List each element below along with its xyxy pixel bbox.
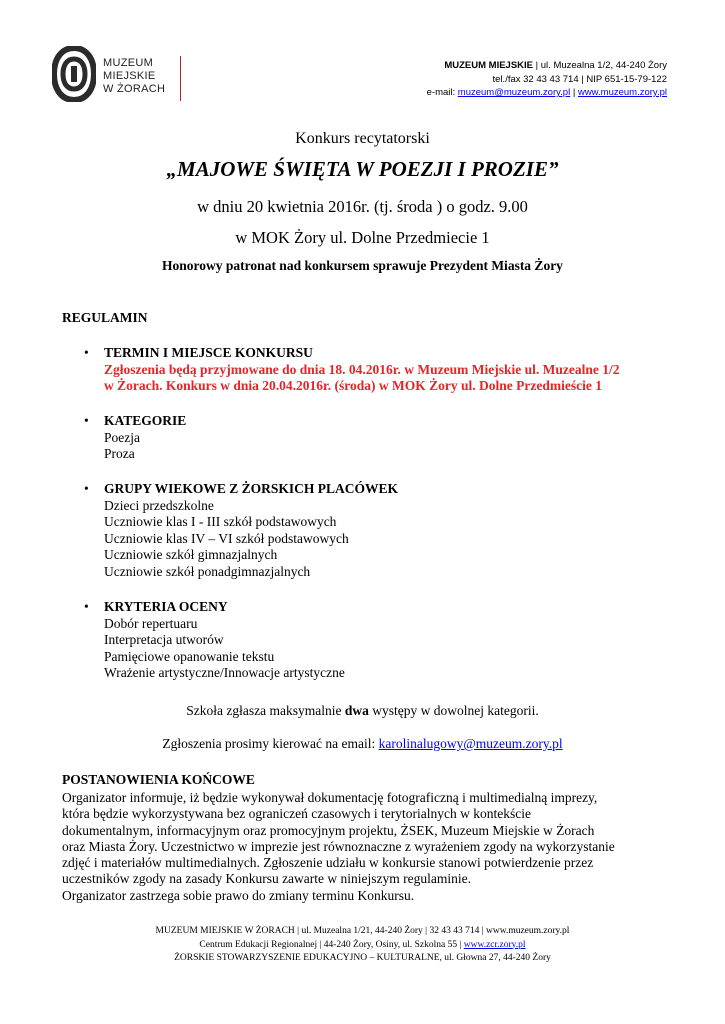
contact-note — [0, 736, 725, 752]
section-heading: TERMIN I MIEJSCE KONKURSU — [104, 345, 313, 360]
final-line: oraz Miasta Żory. Uczestnictwo w imprezie jest równoznaczne z wyrażeniem zgody na wykorzystanie — [62, 838, 615, 854]
footer-centre-link[interactable]: www.zcr.zory.pl — [463, 939, 526, 950]
section-line: Dzieci przedszkolne — [104, 497, 214, 513]
regulamin-heading: REGULAMIN — [62, 310, 148, 325]
section-line: w Żorach. Konkurs w dnia 20.04.2016r. (środa) w MOK Żory ul. Dolne Przedmieście 1 — [104, 378, 602, 393]
limit-count: dwa — [344, 703, 369, 718]
contest-place: w MOK Żory ul. Dolne Przedmiecie 1 — [235, 228, 490, 247]
section-heading: GRUPY WIEKOWE Z ŻORSKICH PLACÓWEK — [104, 481, 399, 496]
section-heading: KATEGORIE — [104, 413, 187, 428]
limit-prefix: Szkoła zgłasza maksymalnie — [186, 703, 345, 718]
logo-text — [103, 57, 165, 96]
section-line: Uczniowie klas I - III szkół podstawowych — [104, 514, 337, 529]
section-line: Uczniowie klas IV – VI szkół podstawowych — [104, 530, 349, 546]
section-line: Wrażenie artystyczne/Innowacje artystyczne — [104, 665, 345, 680]
section-body — [104, 345, 620, 395]
contest-subtitle: Konkurs recytatorski — [295, 130, 430, 147]
section-body — [104, 413, 186, 463]
final-provisions-heading: POSTANOWIENIA KOŃCOWE — [62, 772, 255, 787]
bullet: • — [84, 345, 89, 360]
final-line: zdjęć i materiałów multimedialnych. Zgłoszenie udziału w konkursie stanowi potwierdzenie przez — [62, 855, 594, 871]
section-line: Zgłoszenia będą przyjmowane do dnia 18. 04.2016r. w Muzeum Miejskie ul. Muzealne 1/2 — [104, 361, 620, 377]
final-provisions-body — [62, 790, 672, 904]
header-divider — [180, 56, 181, 101]
section-line: Dobór repertuaru — [104, 615, 198, 631]
bullet: • — [84, 413, 89, 428]
bullet: • — [84, 599, 89, 614]
footer-centre-text: Centrum Edukacji Regionalnej | 44-240 Żory, Osiny, ul. Szkolna 55 | — [199, 939, 464, 950]
footer-line-centre — [0, 939, 725, 953]
contest-date: w dniu 20 kwietnia 2016r. (tj. środa ) o godz. 9.00 — [197, 197, 528, 216]
header-contact — [427, 59, 667, 100]
section-line: Proza — [104, 446, 135, 461]
section-line: Interpretacja utworów — [104, 632, 224, 647]
footer-line-association: ŻORSKIE STOWARZYSZENIE EDUKACYJNO – KULTURALNE, ul. Głowna 27, 44-240 Żory — [174, 953, 551, 963]
org-address: | ul. Muzealna 1/2, 44-240 Żory — [533, 60, 667, 71]
header-email-link[interactable]: muzeum@muzeum.zory.pl — [457, 87, 571, 98]
museum-logo-icon — [52, 46, 96, 102]
patronage-note: Honorowy patronat nad konkursem sprawuje Prezydent Miasta Żory — [162, 258, 563, 273]
final-line: uczestników zgody na zasady Konkursu zawarte w niniejszym regulaminie. — [62, 871, 471, 887]
logo-line: MIEJSKIE — [103, 70, 156, 82]
contact-prefix: Zgłoszenia prosimy kierować na email: — [162, 736, 379, 751]
section-line: Uczniowie szkół gimnazjalnych — [104, 547, 278, 562]
page-footer — [0, 925, 725, 966]
final-line: która będzie wykorzystywana bez ograniczeń czasowych i terytorialnych w kontekście — [62, 806, 531, 822]
bullet: • — [84, 481, 89, 496]
limit-suffix: występy w dowolnej kategorii. — [368, 703, 539, 718]
final-line: Organizator informuje, iż będzie wykonywał dokumentację fotograficzną i multimedialną imprezy, — [62, 790, 598, 805]
final-line: Organizator zastrzega sobie prawo do zmiany terminu Konkursu. — [62, 887, 415, 903]
footer-line-museum: MUZEUM MIEJSKIE W ŻORACH | ul. Muzealna 1/21, 44-240 Żory | 32 43 43 714 | www.muzeum.zory.pl — [155, 926, 570, 936]
header-phone-line: tel./fax 32 43 43 714 | NIP 651-15-79-122 — [492, 73, 667, 85]
org-name: MUZEUM MIEJSKIE — [444, 60, 534, 71]
section-body — [104, 599, 345, 682]
separator: | — [570, 87, 578, 98]
header-website-link[interactable]: www.muzeum.zory.pl — [577, 87, 667, 98]
logo-line: MUZEUM — [103, 57, 154, 69]
header-web-line — [427, 86, 667, 100]
section-body — [104, 481, 398, 580]
final-line: dokumentalnym, informacyjnym oraz promocyjnym projektu, ŻSEK, Muzeum Miejskie w Żorach — [62, 822, 595, 838]
section-line: Uczniowie szkół ponadgimnazjalnych — [104, 563, 311, 579]
email-label: e-mail: — [426, 87, 458, 98]
section-heading: KRYTERIA OCENY — [104, 599, 228, 614]
contest-title: „MAJOWE ŚWIĘTA W POEZJI I PROZIE” — [166, 157, 559, 181]
submission-limit-note — [0, 703, 725, 719]
museum-logo — [52, 44, 182, 104]
section-line: Pamięciowe opanowanie tekstu — [104, 648, 275, 664]
header-address-line — [427, 59, 667, 73]
contact-email-link[interactable]: karolinalugowy@muzeum.zory.pl — [378, 736, 563, 751]
logo-line: W ŻORACH — [103, 83, 166, 95]
section-line: Poezja — [104, 429, 140, 445]
